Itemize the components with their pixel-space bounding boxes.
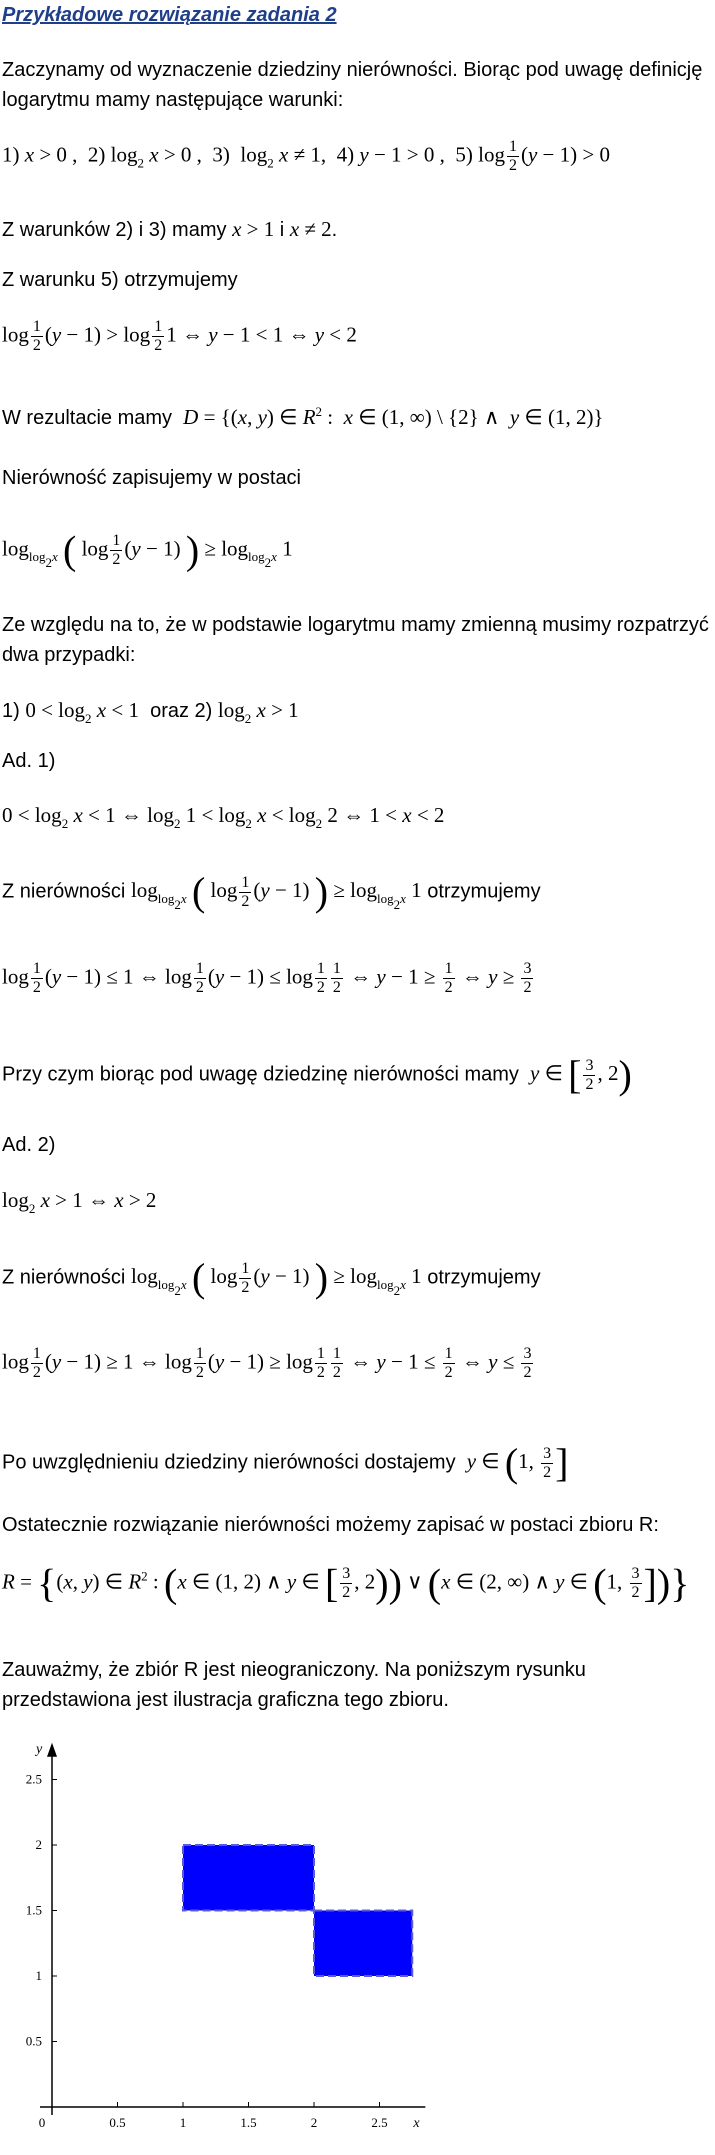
case-2-from: Z nierówności $\log_{log_2x}$ ( log $\frac{1}{2}$ (y − 1) ) ≥ $\log_{log_2x} 1$ otrzymujemy <box>2 1255 541 1301</box>
y-axis-arrow <box>47 1743 57 1757</box>
x-tick-label: 1.5 <box>240 2115 257 2130</box>
y-tick-label: 2.5 <box>25 1771 42 1787</box>
domain-result: W rezultacie mamy D = {(x, y) ∈ $R^2$ : x ∈ (1, ∞) \ {2} ∧ y ∈ (1, 2)} <box>2 404 604 429</box>
y-tick-label: 1 <box>35 1968 42 1983</box>
x-axis-label: x <box>413 2116 420 2131</box>
x-tick-label: 1 <box>179 2115 187 2130</box>
case-1-from: Z nierówności $\log_{log_2x}$ ( log $\frac{1}{2}$ (y − 1) ) ≥ $\log_{log_2x} 1$ otrzymujemy <box>2 869 541 915</box>
conditions-2-3: Z warunków 2) i 3) mamy x > 1 i x ≠ 2. <box>2 217 338 241</box>
y-axis-label: y <box>36 1741 43 1757</box>
final-text: Ostatecznie rozwiązanie nierówności możemy zapisać w postaci zbioru R: <box>2 1514 659 1536</box>
condition-5-text: Z warunku 5) otrzymujemy <box>2 269 238 291</box>
case-1-result: Przy czym biorąc pod uwagę dziedzinę nierówności mamy y ∈ [ $\frac{3}{2}$ , 2) <box>2 1052 632 1098</box>
case-2-heading: Ad. 2) <box>2 1134 56 1156</box>
rewritten-inequality: $\log_{log_2x}$ ( log $\frac{1}{2}$ (y − 1) ) ≥ $\log_{log_2x} 1$ <box>2 527 293 573</box>
condition-5-formula: log $\frac{1}{2}$ (y − 1) > log $\frac{1}{2}$ 1 ⇔ y − 1 < 1 ⇔ y < 2 <box>2 318 357 354</box>
cases-intro: Ze względu na to, że w podstawie logarytmu mamy zmienną musimy rozpatrzyć dwa przypadki: <box>2 614 709 666</box>
case-2-derivation: log $\frac{1}{2}$ (y − 1) ≥ 1 ⇔ log $\frac{1}{2}$ (y − 1) ≥ log $\frac{1}{2}$ $\frac{1}{2}$ ⇔ y − 1 ≤ $\frac{1}{2}$ ⇔ y ≤ $\frac{3}{2}$ <box>2 1345 532 1381</box>
case-1-derivation: log $\frac{1}{2}$ (y − 1) ≤ 1 ⇔ log $\frac{1}{2}$ (y − 1) ≤ log $\frac{1}{2}$ $\frac{1}{2}$ ⇔ y − 1 ≥ $\frac{1}{2}$ ⇔ y ≥ $\frac{3}{2}$ <box>2 960 532 996</box>
y-tick-label: 1.5 <box>25 1902 42 1918</box>
note-paragraph: Zauważmy, że zbiór R jest nieograniczony. Na poniższym rysunku przedstawiona jest ilustracja graficzna tego zbioru. <box>2 1659 586 1711</box>
domain-conditions: 1) x > 0 , 2) $\log_2 x > 0$ , 3) $\log_2 x \ne 1$, 4) y − 1 > 0 , 5) log $\frac{1}{2}$ (y − 1) > 0 <box>2 138 610 174</box>
case-2-result: Po uwzględnieniu dziedziny nierówności dostajemy y ∈ (1, $\frac{3}{2}$ ] <box>2 1440 569 1486</box>
x-tick-label: 2 <box>310 2115 318 2130</box>
final-set: R = {(x, y) ∈ $R^2$ : (x ∈ (1, 2) ∧ y ∈ [ $\frac{3}{2}$ , 2)) ∨ (x ∈ (2, ∞) ∧ y ∈ (1, $\frac{3}{2}$ ])} <box>2 1560 690 1606</box>
case-2-range: $\log_2 x > 1$ ⇔ x > 2 <box>2 1188 157 1216</box>
region-chart <box>0 1735 715 2155</box>
rewrite-text: Nierówność zapisujemy w postaci <box>2 467 302 489</box>
y-tick-label: 2 <box>35 1837 42 1852</box>
intro-paragraph: Zaczynamy od wyznaczenie dziedziny nierówności. Biorąc pod uwagę definicję logarytmu mamy następujące warunki: <box>2 59 703 111</box>
x-tick-label: 2.5 <box>371 2115 388 2130</box>
case-1-heading: Ad. 1) <box>2 750 56 772</box>
x-tick-label: 0 <box>38 2115 46 2130</box>
case-1-range: $0 < \log_2 x < 1$ ⇔ $\log_2 1 < \log_2 x < \log_2 2$ ⇔ 1 < x < 2 <box>2 803 445 831</box>
y-tick-label: 0.5 <box>25 2033 42 2049</box>
region-rect-1 <box>183 1845 314 1911</box>
page-title: Przykładowe rozwiązanie zadania 2 <box>2 4 337 26</box>
regions-group <box>183 1845 412 1976</box>
region-rect-2 <box>314 1911 412 1977</box>
x-tick-label: 0.5 <box>109 2115 126 2130</box>
cases-list: 1) $0 < \log_2 x < 1$ oraz 2) $\log_2 x > 1$ <box>2 698 299 726</box>
